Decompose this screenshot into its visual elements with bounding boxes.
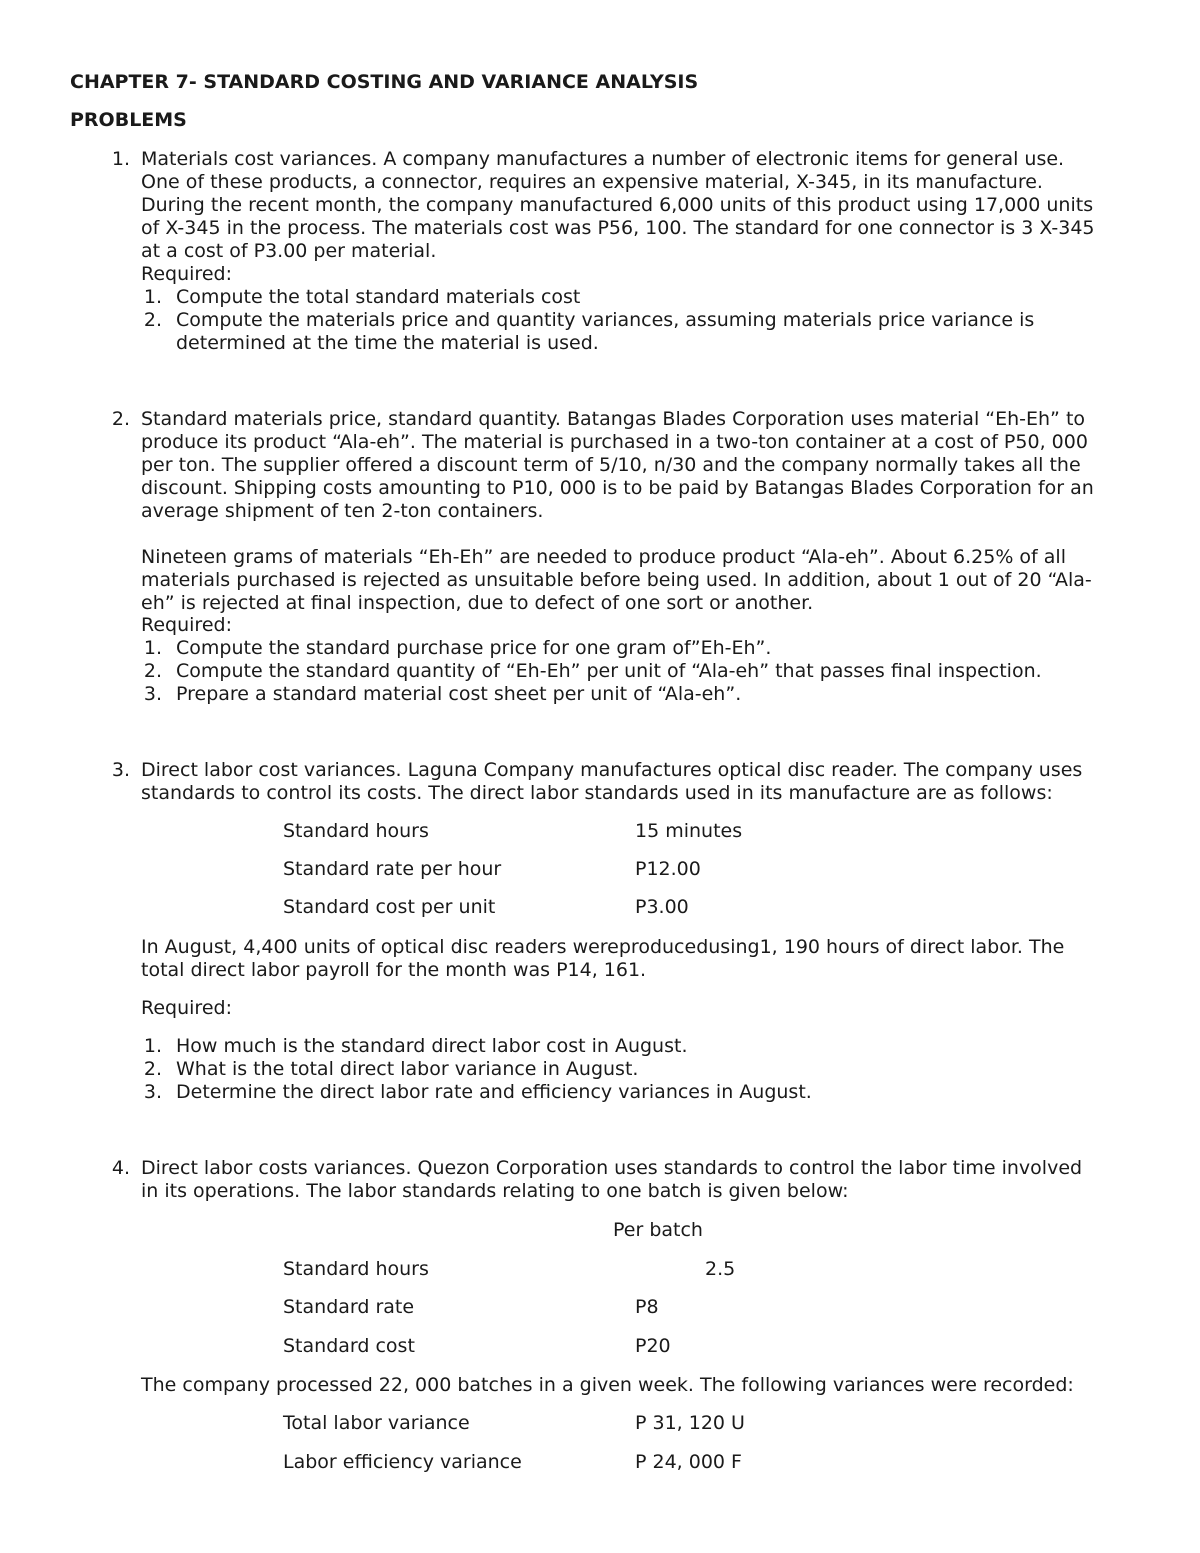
required-item-continued: determined at the time the material is used.: [176, 332, 599, 354]
problem-text-line: of X-345 in the process. The materials cost was P56, 100. The standard for one connector is 3 X-345: [141, 217, 1095, 239]
problem-text-line: average shipment of ten 2-ton containers.: [141, 500, 544, 522]
required-item: Prepare a standard material cost sheet per unit of “Ala-eh”.: [176, 683, 742, 705]
item-number: 1.: [143, 286, 162, 308]
standards-value: 15 minutes: [635, 820, 743, 842]
standards-label: Standard cost: [283, 1335, 415, 1357]
problem-text-line: per ton. The supplier offered a discount term of 5/10, n/30 and the company normally takes all the: [141, 454, 1081, 476]
problem-text-line: standards to control its costs. The direct labor standards used in its manufacture are as follows:: [141, 782, 1053, 804]
item-number: 1.: [143, 637, 162, 659]
standards-value: P8: [635, 1296, 659, 1318]
item-number: 1.: [143, 1035, 162, 1057]
problem-text-line: One of these products, a connector, requires an expensive material, X-345, in its manufacture.: [141, 171, 1043, 193]
problem-text-line: Materials cost variances. A company manufactures a number of electronic items for general use.: [141, 148, 1065, 170]
standards-label: Standard rate per hour: [283, 858, 502, 880]
variance-value: P 31, 120 U: [635, 1412, 745, 1434]
problem-text-line: materials purchased is rejected as unsuitable before being used. In addition, about 1 out of 20 “Ala-: [141, 569, 1092, 591]
required-label: Required:: [141, 614, 232, 636]
problem-number: 4.: [111, 1157, 130, 1179]
problem-text-line: at a cost of P3.00 per material.: [141, 240, 437, 262]
problem-text-line: eh” is rejected at final inspection, due to defect of one sort or another.: [141, 592, 814, 614]
standards-value: P3.00: [635, 896, 689, 918]
problem-text-line: produce its product “Ala-eh”. The material is purchased in a two-ton container at a cost of P50, 000: [141, 431, 1088, 453]
column-header: Per batch: [613, 1219, 703, 1241]
variance-value: P 24, 000 F: [635, 1451, 742, 1473]
item-number: 3.: [143, 683, 162, 705]
required-item: How much is the standard direct labor cost in August.: [176, 1035, 688, 1057]
standards-label: Standard cost per unit: [283, 896, 496, 918]
problem-text-line: Nineteen grams of materials “Eh-Eh” are needed to produce product “Ala-eh”. About 6.25% of all: [141, 546, 1066, 568]
problem-text-line: The company processed 22, 000 batches in a given week. The following variances were recorded:: [141, 1374, 1074, 1396]
problem-text-line: Standard materials price, standard quantity. Batangas Blades Corporation uses material “Eh-Eh” to: [141, 408, 1086, 430]
required-item: Compute the standard purchase price for one gram of”Eh-Eh”.: [176, 637, 772, 659]
item-number: 3.: [143, 1081, 162, 1103]
item-number: 2.: [143, 1058, 162, 1080]
standards-value: 2.5: [705, 1258, 736, 1280]
problem-text-line: discount. Shipping costs amounting to P10, 000 is to be paid by Batangas Blades Corporation for an: [141, 477, 1094, 499]
problem-number: 3.: [111, 759, 130, 781]
problem-text-line: in its operations. The labor standards relating to one batch is given below:: [141, 1180, 849, 1202]
required-item: What is the total direct labor variance in August.: [176, 1058, 639, 1080]
problem-text-line: In August, 4,400 units of optical disc readers wereproducedusing1, 190 hours of direct labor. The: [141, 936, 1065, 958]
standards-value: P12.00: [635, 858, 701, 880]
problem-text-line: total direct labor payroll for the month was P14, 161.: [141, 959, 647, 981]
standards-label: Standard rate: [283, 1296, 415, 1318]
required-label: Required:: [141, 263, 232, 285]
problem-number: 1.: [111, 148, 130, 170]
standards-label: Standard hours: [283, 1258, 429, 1280]
problem-text-line: During the recent month, the company manufactured 6,000 units of this product using 17,000 units: [141, 194, 1094, 216]
section-title: PROBLEMS: [70, 109, 187, 131]
standards-value: P20: [635, 1335, 671, 1357]
item-number: 2.: [143, 309, 162, 331]
problem-text-line: Direct labor cost variances. Laguna Company manufactures optical disc reader. The company uses: [141, 759, 1083, 781]
required-label: Required:: [141, 997, 232, 1019]
variance-label: Total labor variance: [283, 1412, 470, 1434]
variance-label: Labor efficiency variance: [283, 1451, 522, 1473]
required-item: Compute the materials price and quantity variances, assuming materials price variance is: [176, 309, 1035, 331]
required-item: Determine the direct labor rate and efficiency variances in August.: [176, 1081, 812, 1103]
required-item: Compute the standard quantity of “Eh-Eh” per unit of “Ala-eh” that passes final inspection.: [176, 660, 1042, 682]
required-item: Compute the total standard materials cost: [176, 286, 581, 308]
problem-text-line: Direct labor costs variances. Quezon Corporation uses standards to control the labor time involved: [141, 1157, 1083, 1179]
problem-number: 2.: [111, 408, 130, 430]
chapter-title: CHAPTER 7- STANDARD COSTING AND VARIANCE ANALYSIS: [70, 71, 699, 93]
item-number: 2.: [143, 660, 162, 682]
standards-label: Standard hours: [283, 820, 429, 842]
